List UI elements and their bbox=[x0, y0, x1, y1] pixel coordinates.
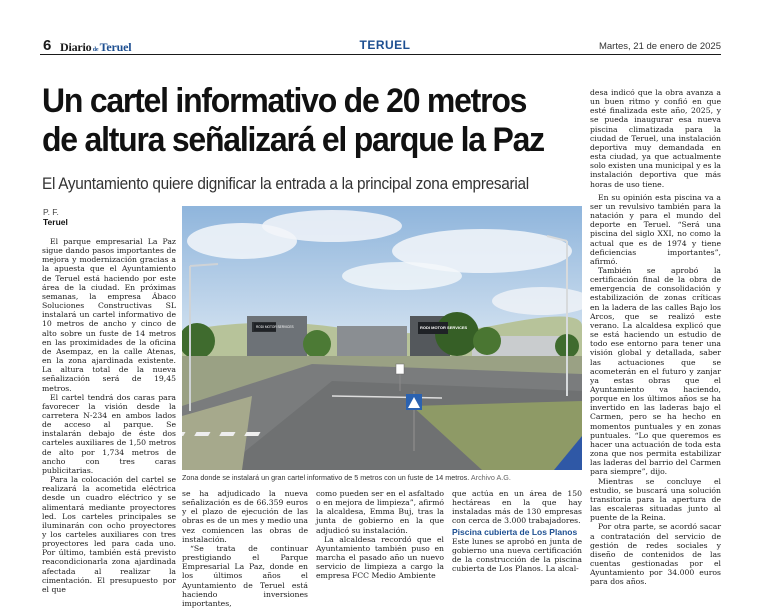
byline-initials: P. F. bbox=[43, 207, 59, 217]
byline-place: Teruel bbox=[43, 217, 68, 227]
headline bbox=[42, 82, 544, 160]
paragraph: La alcaldesa recordó que el Ayuntamiento también puso en marcha el pasado año un nuevo servicio de limpieza a cargo la empresa FCC Medio Ambiente bbox=[316, 534, 444, 581]
newspaper-logo: Diario de Teruel bbox=[60, 40, 132, 54]
section-subtitle: Piscina cubierta de Los Planos bbox=[452, 526, 578, 537]
article-photo bbox=[182, 206, 582, 470]
paragraph: También se aprobó la certificación final de la obra de emergencia de consolidación y estabilización de zonas críticas en la ladera de las calles Bajo los Arcos, que se realizó este verano. La alcaldesa explicó que se está haciendo un estudio de todo ese entorno para tener una visión global y detallada, saber las actuaciones que se acometerán en el futuro y zanjar ya estas obras que el Ayuntamiento va haciendo, porque en los últimos años se ha invertido en las laderas bajo el Carmen, pero se ha hecho en momentos puntuales y en zonas puntuales. “Lo que queremos es hacer una actuación de toda esta zona que nos permita estabilizar las laderas del barrio del Carmen para siempre”, dijo. bbox=[590, 265, 721, 477]
paragraph: “Se trata de continuar prestigiando el Parque Empresarial La Paz, donde en los últimos años el Ayuntamiento de Teruel está haciendo inversiones importantes, bbox=[182, 543, 308, 608]
paragraph: Para la colocación del cartel se realizará la acometida eléctrica desde un cuadro eléctrico y se alimentará mediante proyectores led. Los carteles principales se iluminarán con ocho proyectores y los carteles auxiliares con tres proyectores led para cada uno. Por último, también está previsto reacondicionarla zona ajardinada afectada al realizar la cimentación. El presupuesto por el que bbox=[42, 475, 176, 594]
brand-suffix: Teruel bbox=[99, 40, 132, 54]
byline bbox=[43, 207, 68, 227]
paragraph: Por otra parte, se acordó sacar a contratación del servicio de gestión de redes sociales y diseño de contenidos de las cuentas gestionadas por el Ayuntamiento por 34.000 euros para dos años. bbox=[590, 522, 721, 587]
page-number: 6 bbox=[43, 37, 52, 54]
headline-line-2: de altura señalizará el parque la Paz bbox=[42, 121, 544, 159]
column-right bbox=[590, 88, 721, 586]
column-4 bbox=[452, 489, 582, 573]
photo-credit: Archivo A.G. bbox=[470, 473, 511, 482]
photo-sign-2: RODI MOTOR SERVICES bbox=[420, 325, 468, 330]
brand-prefix: Diario bbox=[60, 40, 92, 54]
column-2 bbox=[182, 489, 308, 608]
column-3 bbox=[316, 489, 444, 581]
paragraph: El cartel tendrá dos caras para favorecer la visión desde la carretera N-234 en ambos lados de acceso al parque. Se instalarán debajo de éste dos carteles auxiliares de 1,50 metros de alto por 1,734 metros de ancho con tres caras publicitarias. bbox=[42, 392, 176, 475]
paragraph: que actúa en un área de 150 hectáreas en la que hay instaladas más de 130 empresas con cerca de 3.000 trabajadores. bbox=[452, 489, 582, 526]
paragraph: Este lunes se aprobó en junta de gobierno una nueva certificación de la construcción de la piscina cubierta de Los Planos. La alcal- bbox=[452, 536, 582, 574]
paragraph: como pueden ser en el asfaltado o en mejora de limpieza”, afirmó la alcaldesa, Emma Buj, tras la junta de gobierno en la que adjudicó su instalación. bbox=[316, 489, 444, 535]
section-label: TERUEL bbox=[359, 38, 411, 52]
photo-caption bbox=[182, 473, 582, 482]
paragraph: desa indicó que la obra avanza a un buen ritmo y confió en que esté finalizada este año, 2025, y se pueda inaugurar esa nueva piscina climatizada para la ciudad de Teruel, una instalación deportiva muy demandada en esta ciudad, ya que actualmente solo existen una municipal y es la instalación deportiva que más horas de uso tiene. bbox=[590, 88, 721, 189]
column-1 bbox=[42, 237, 176, 594]
paragraph: Mientras se concluye el estudio, se buscará una solución transitoria para la apertura de las escaleras situadas junto al puente de la Reina. bbox=[590, 476, 721, 523]
subheadline: El Ayuntamiento quiere dignificar la entrada a la principal zona empresarial bbox=[42, 175, 529, 193]
street-scene-illustration bbox=[182, 206, 582, 470]
caption-text: Zona donde se instalará un gran cartel informativo de 5 metros con un fuste de 14 metros. bbox=[182, 473, 470, 482]
paragraph: se ha adjudicado la nueva señalización es de 66.359 euros y el plazo de ejecución de las obras es de un mes y medio una vez comiencen las obras de instalación. bbox=[182, 489, 308, 544]
header-rule bbox=[40, 54, 721, 55]
paragraph: El parque empresarial La Paz sigue dando pasos importantes de mejora y modernización gracias a la apuesta que el Ayuntamiento de Teruel está haciendo por este área de la ciudad. En próximas semanas, la empresa Ábaco Soluciones Constructivas SL instalará un cartel informativo de 10 metros de ancho y cinco de alto sobre un fuste de 14 metros en las proximidades de la oficina de Asempaz, en la calle Atenas, en la zona ajardinada existente. La altura total de la nueva señalización será de 19,45 metros. bbox=[42, 237, 176, 393]
paragraph: En su opinión esta piscina va a ser un revulsivo también para la natación y para el mundo del deporte en Teruel. “Será una piscina del siglo XXI, no como la actual que es de 1974 y tiene deficiencias importantes”, afirmó. bbox=[590, 192, 721, 266]
photo-sign-1: RODI MOTOR SERVICES bbox=[256, 325, 294, 329]
headline-line-1: Un cartel informativo de 20 metros bbox=[42, 82, 527, 120]
issue-date: Martes, 21 de enero de 2025 bbox=[598, 41, 721, 52]
